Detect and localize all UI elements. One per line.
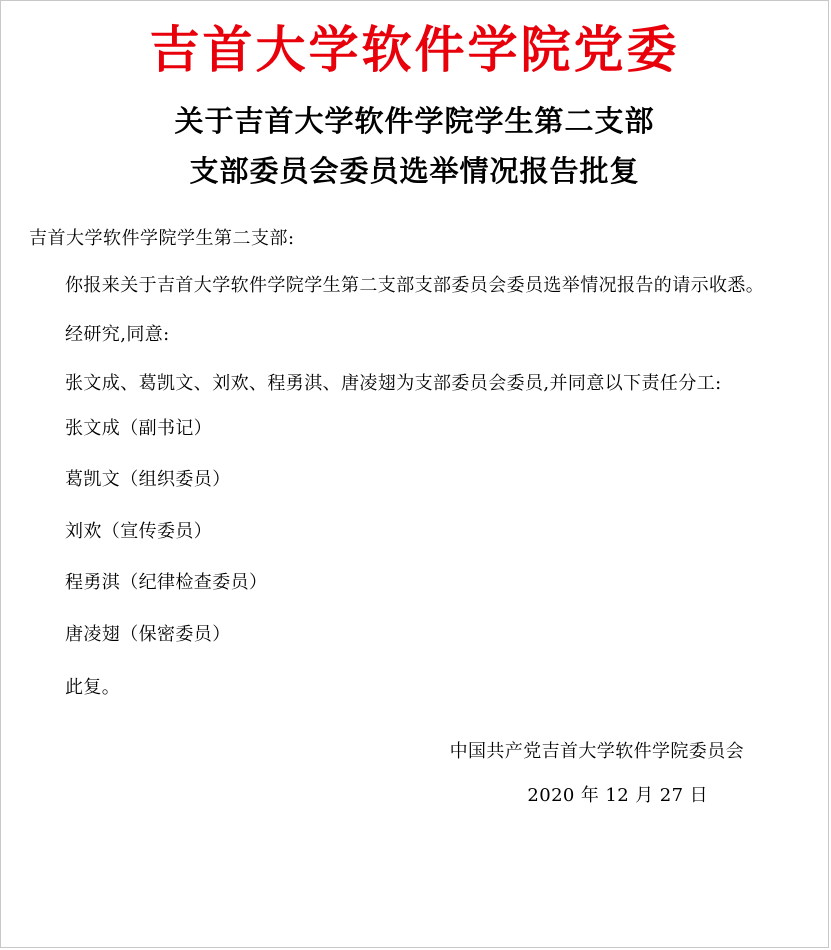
document-title-line-2: 支部委员会委员选举情况报告批复 xyxy=(189,154,640,189)
list-item: 刘欢（宣传委员） xyxy=(65,520,213,542)
closing-line: 此复。 xyxy=(65,677,121,699)
organization-title: 吉首大学软件学院党委 xyxy=(149,20,680,79)
paragraph-1: 你报来关于吉首大学软件学院学生第二支部支部委员会委员选举情况报告的请示收悉。 xyxy=(65,274,765,296)
signature-date: 2020 年 12 月 27 日 xyxy=(527,785,708,807)
assignment-list xyxy=(29,417,800,646)
list-item: 葛凯文（组织委员） xyxy=(65,469,231,491)
document-body xyxy=(1,1,828,807)
paragraph-2: 经研究,同意: xyxy=(65,323,170,345)
list-item: 程勇淇（纪律检查委员） xyxy=(65,572,268,594)
list-item: 张文成（副书记） xyxy=(65,418,213,440)
list-item: 唐凌翅（保密委员） xyxy=(65,623,231,645)
signature-organization: 中国共产党吉首大学软件学院委员会 xyxy=(449,741,744,763)
document-title-line-1: 关于吉首大学软件学院学生第二支部 xyxy=(174,103,655,138)
recipient-line: 吉首大学软件学院学生第二支部: xyxy=(29,228,295,249)
paragraph-3: 张文成、葛凯文、刘欢、程勇淇、唐凌翅为支部委员会委员,并同意以下责任分工: xyxy=(65,372,722,394)
document-title xyxy=(29,96,800,198)
